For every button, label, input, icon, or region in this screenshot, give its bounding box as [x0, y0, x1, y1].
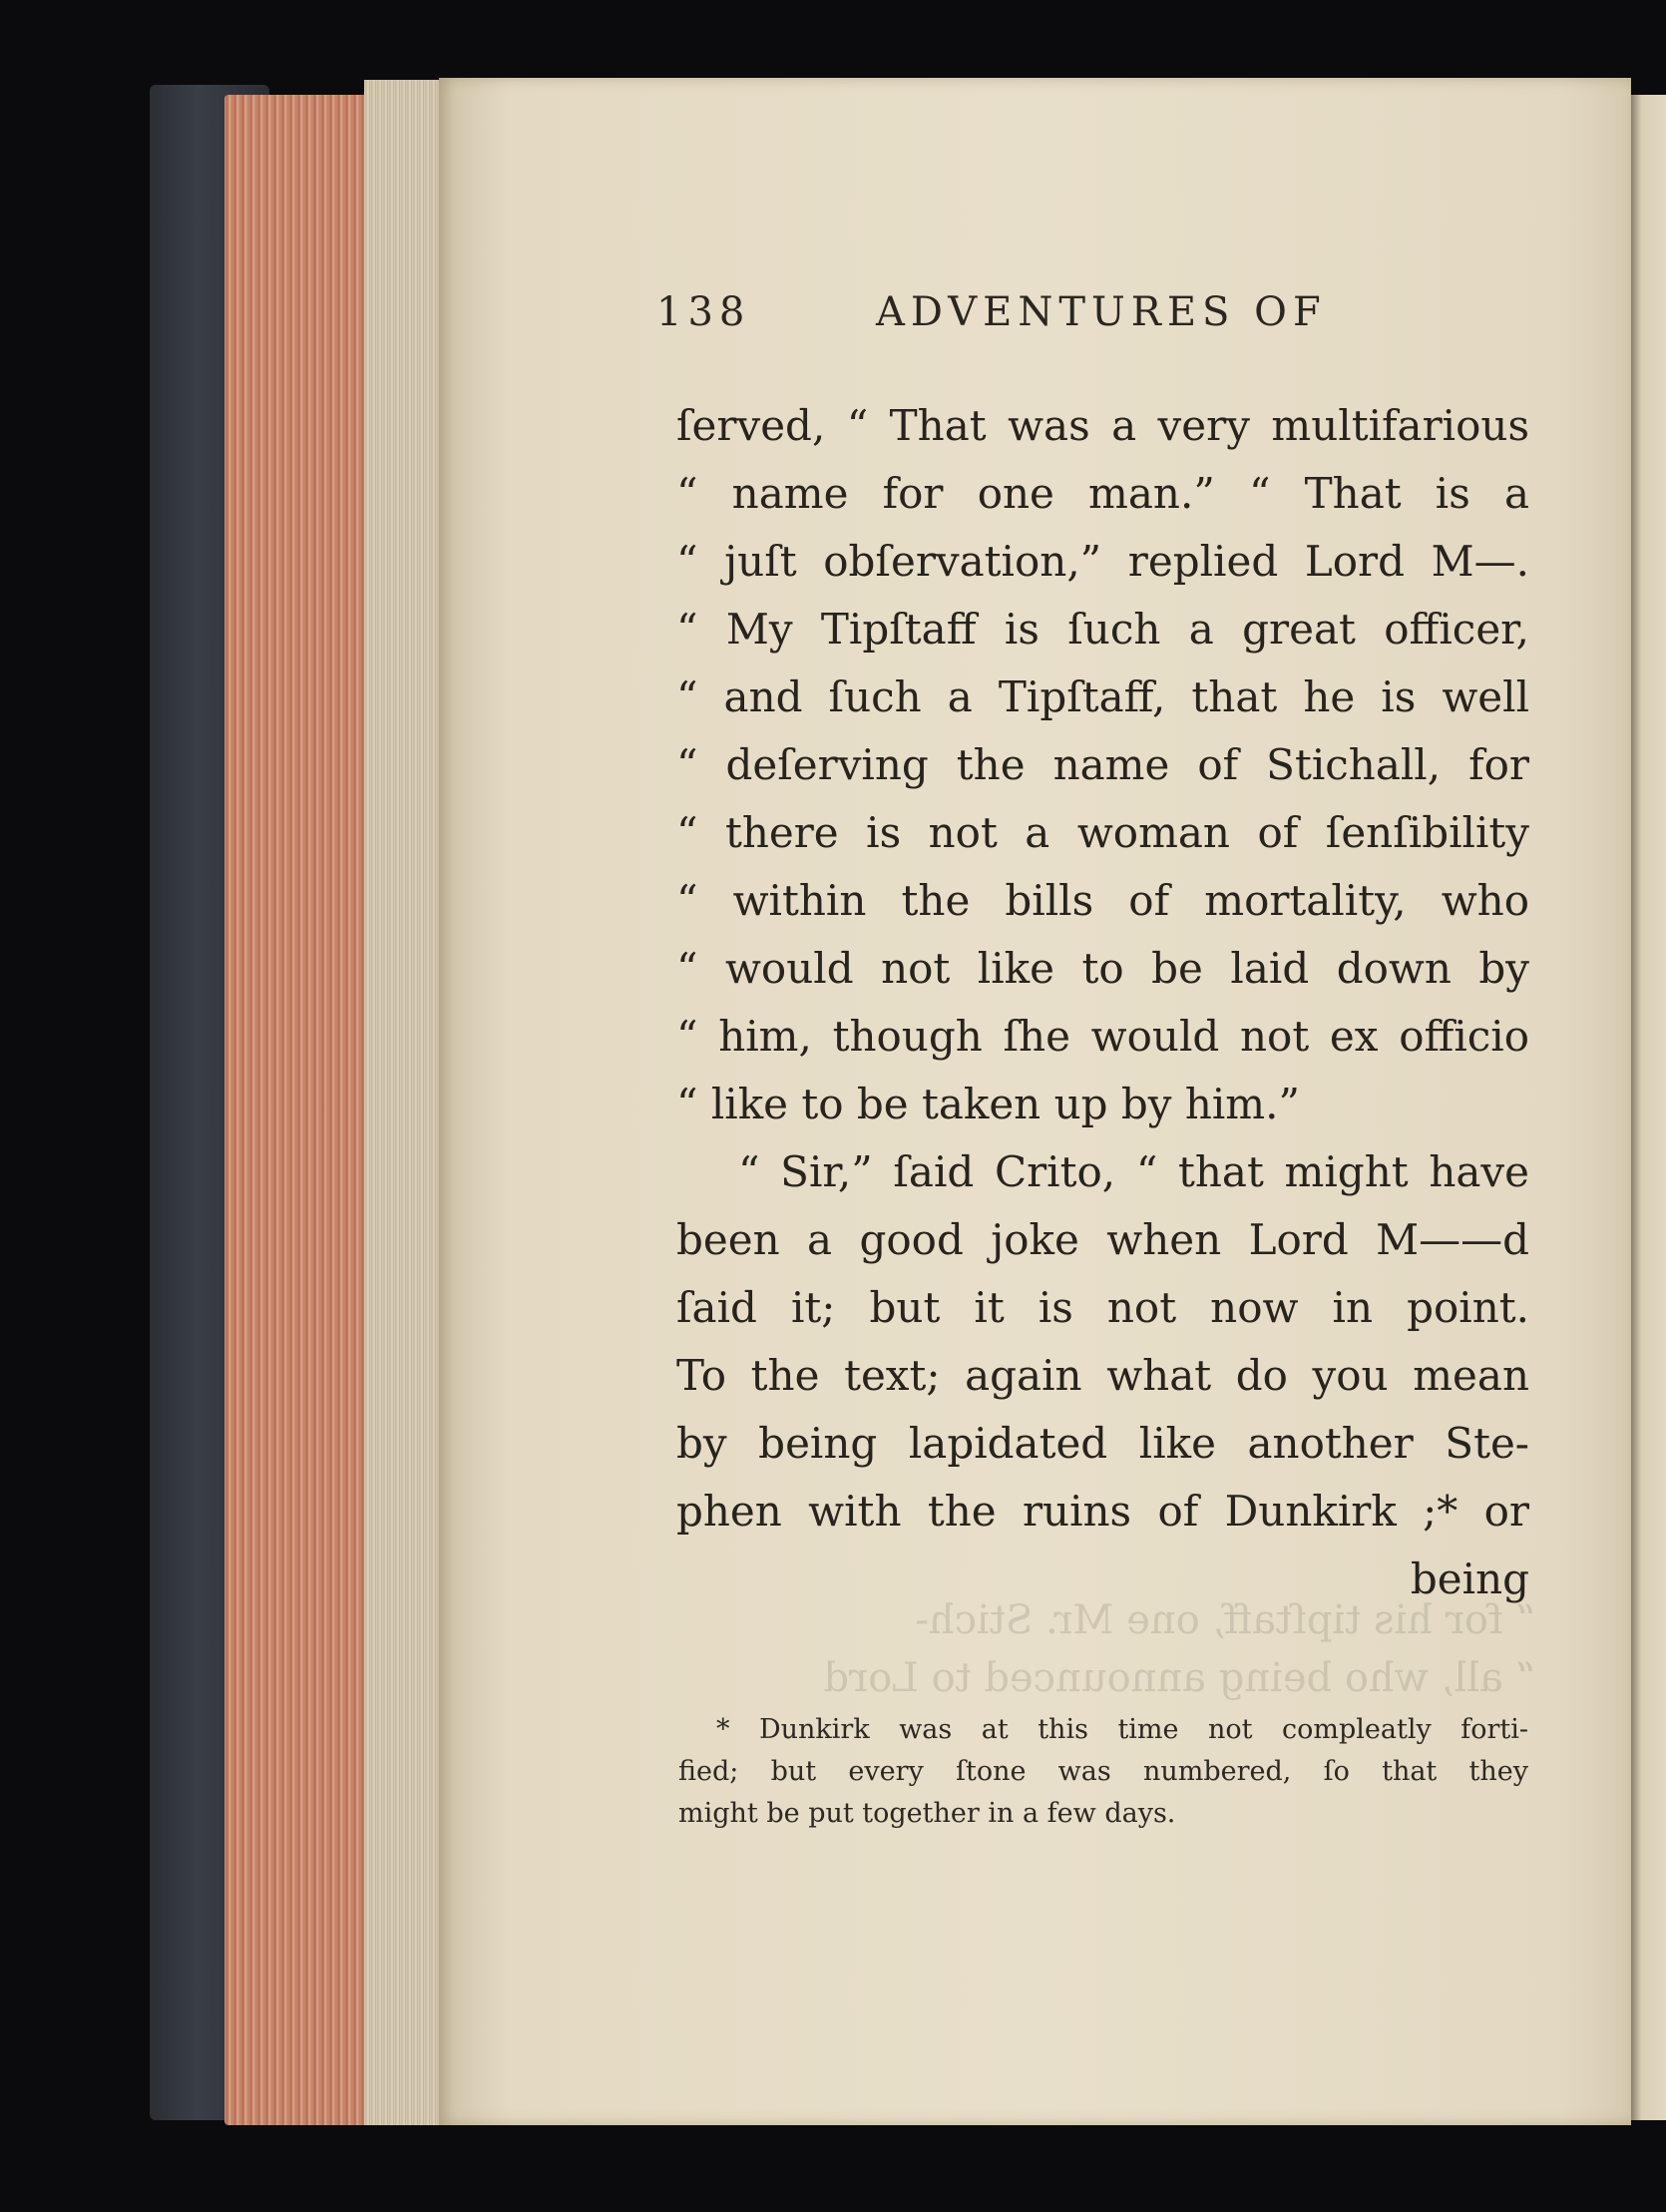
body-text	[676, 392, 1529, 1613]
text-line: “ within the bills of mortality, who	[676, 876, 1529, 925]
footnote-line: might be put together in a few days.	[678, 1798, 1176, 1829]
text-line: phen with the ruins of Dunkirk ;* or	[676, 1487, 1529, 1536]
text-line: “ Sir,” ſaid Crito, “ that might have	[738, 1147, 1529, 1196]
text-line: “ deſerving the name of Stichall, for	[676, 740, 1529, 789]
footnote	[678, 1709, 1528, 1835]
bleed-through-line: “ all, who being announced to Lord	[823, 1655, 1536, 1701]
running-head: ADVENTURES OF	[876, 289, 1327, 335]
text-line: “ My Tipſtaff is ſuch a great officer,	[676, 605, 1529, 654]
footnote-line: fied; but every ſtone was numbered, ſo that they	[678, 1756, 1528, 1787]
bleed-through-line: “ for his tipſtaff, one Mr. Stich-	[915, 1597, 1536, 1643]
text-line: been a good joke when Lord M——d	[676, 1215, 1529, 1264]
text-line: “ and ſuch a Tipſtaff, that he is well	[676, 672, 1529, 721]
page-number: 138	[656, 289, 751, 335]
text-line: “ would not like to be laid down by	[676, 944, 1529, 993]
text-line: ſaid it; but it is not now in point.	[676, 1283, 1529, 1332]
catchword: being	[1410, 1554, 1529, 1603]
text-line: “ name for one man.” “ That is a	[676, 469, 1529, 518]
text-line: ſerved, “ That was a very multifarious	[676, 401, 1529, 450]
page-header	[656, 289, 1415, 349]
text-line: by being lapidated like another Ste-	[676, 1419, 1529, 1468]
facing-page-edge	[1631, 95, 1666, 2120]
text-line: “ there is not a woman of ſenſibility	[676, 808, 1529, 857]
text-line: To the text; again what do you mean	[676, 1351, 1529, 1400]
text-line: “ juſt obſervation,” replied Lord M—.	[676, 537, 1529, 586]
text-line: “ like to be taken up by him.”	[676, 1080, 1300, 1128]
text-line: “ him, though ſhe would not ex officio	[676, 1012, 1529, 1061]
footnote-line: * Dunkirk was at this time not compleatly forti-	[716, 1714, 1528, 1745]
